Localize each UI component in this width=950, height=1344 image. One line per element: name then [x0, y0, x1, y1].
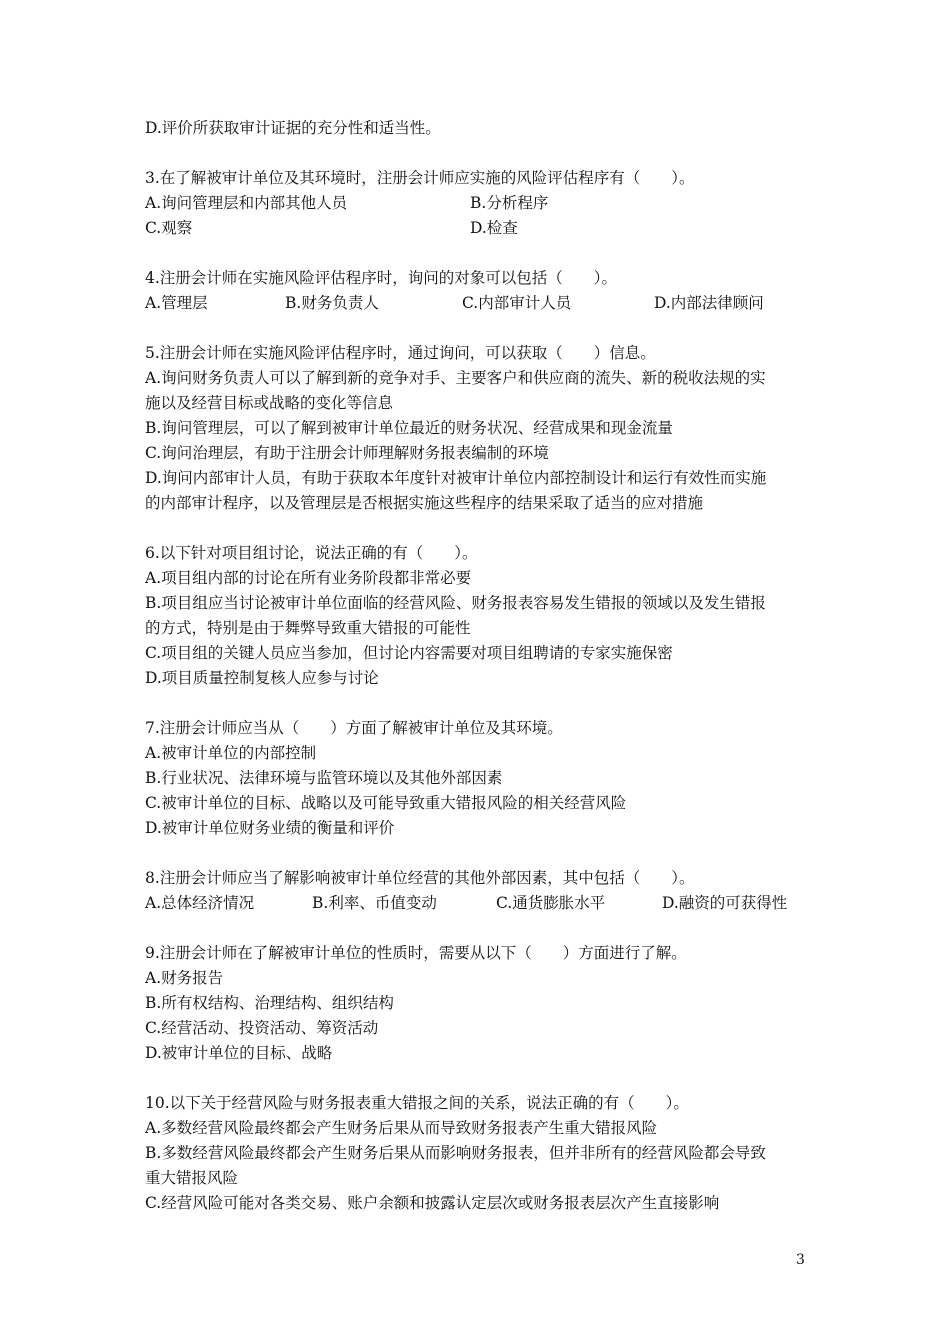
q6-option-c: C.项目组的关键人员应当参加，但讨论内容需要对项目组聘请的专家实施保密 — [145, 644, 673, 662]
q8-option-c: C.通货膨胀水平 — [496, 894, 606, 912]
q10-option-b: B.多数经营风险最终都会产生财务后果从而影响财务报表，但并非所有的经营风险都会导致 — [145, 1144, 766, 1162]
q8-stem: 8.注册会计师应当了解影响被审计单位经营的其他外部因素，其中包括（ ）。 — [145, 869, 695, 887]
q5-option-c: C.询问治理层，有助于注册会计师理解财务报表编制的环境 — [145, 444, 549, 462]
question-list — [145, 116, 815, 1216]
q10-option-b-cont: 重大错报风险 — [145, 1169, 239, 1187]
q3-option-c: C.观察 — [145, 219, 193, 237]
q8-options-row — [145, 891, 815, 916]
spacer — [145, 141, 815, 166]
q2-option-d: D.评价所获取审计证据的充分性和适当性。 — [145, 119, 441, 137]
q7-option-c: C.被审计单位的目标、战略以及可能导致重大错报风险的相关经营风险 — [145, 794, 627, 812]
q6-option-b: B.项目组应当讨论被审计单位面临的经营风险、财务报表容易发生错报的领域以及发生错报 — [145, 594, 766, 612]
q5-stem: 5.注册会计师在实施风险评估程序时，通过询问，可以获取（ ）信息。 — [145, 344, 656, 362]
q9-option-d: D.被审计单位的目标、战略 — [145, 1044, 333, 1062]
q7-option-b: B.行业状况、法律环境与监管环境以及其他外部因素 — [145, 769, 503, 787]
q4-option-d: D.内部法律顾问 — [654, 294, 764, 312]
q4-option-a: A.管理层 — [145, 294, 208, 312]
q3-options-row-1 — [145, 191, 815, 216]
q5-option-a-cont: 施以及经营目标或战略的变化等信息 — [145, 394, 394, 412]
q4-options-row — [145, 291, 815, 316]
spacer — [145, 916, 815, 941]
q5-option-a: A.询问财务负责人可以了解到新的竞争对手、主要客户和供应商的流失、新的税收法规的实 — [145, 369, 766, 387]
q6-option-d: D.项目质量控制复核人应参与讨论 — [145, 669, 379, 687]
q8-option-b: B.利率、币值变动 — [312, 894, 437, 912]
q4-option-b: B.财务负责人 — [285, 294, 379, 312]
q9-stem: 9.注册会计师在了解被审计单位的性质时，需要从以下（ ）方面进行了解。 — [145, 944, 687, 962]
q5-option-d-cont: 的内部审计程序，以及管理层是否根据实施这些程序的结果采取了适当的应对措施 — [145, 494, 704, 512]
q3-options-row-2 — [145, 216, 815, 241]
spacer — [145, 316, 815, 341]
spacer — [145, 1066, 815, 1091]
spacer — [145, 241, 815, 266]
q6-option-b-cont: 的方式，特别是由于舞弊导致重大错报的可能性 — [145, 619, 471, 637]
q9-option-b: B.所有权结构、治理结构、组织结构 — [145, 994, 394, 1012]
q4-option-c: C.内部审计人员 — [462, 294, 572, 312]
q3-option-d: D.检查 — [470, 219, 518, 237]
q6-stem: 6.以下针对项目组讨论，说法正确的有（ ）。 — [145, 544, 478, 562]
q10-stem: 10.以下关于经营风险与财务报表重大错报之间的关系，说法正确的有（ ）。 — [145, 1094, 689, 1112]
spacer — [145, 841, 815, 866]
q7-option-a: A.被审计单位的内部控制 — [145, 744, 317, 762]
spacer — [145, 691, 815, 716]
q6-option-a: A.项目组内部的讨论在所有业务阶段都非常必要 — [145, 569, 472, 587]
page-number: 3 — [796, 1252, 805, 1268]
q3-option-b: B.分析程序 — [470, 194, 549, 212]
q9-option-c: C.经营活动、投资活动、筹资活动 — [145, 1019, 379, 1037]
q7-stem: 7.注册会计师应当从（ ）方面了解被审计单位及其环境。 — [145, 719, 563, 737]
q8-option-d: D.融资的可获得性 — [662, 894, 788, 912]
q4-stem: 4.注册会计师在实施风险评估程序时，询问的对象可以包括（ ）。 — [145, 269, 618, 287]
q10-option-a: A.多数经营风险最终都会产生财务后果从而导致财务报表产生重大错报风险 — [145, 1119, 658, 1137]
q8-option-a: A.总体经济情况 — [145, 894, 255, 912]
q7-option-d: D.被审计单位财务业绩的衡量和评价 — [145, 819, 395, 837]
q3-stem: 3.在了解被审计单位及其环境时，注册会计师应实施的风险评估程序有（ ）。 — [145, 169, 695, 187]
spacer — [145, 516, 815, 541]
q5-option-b: B.询问管理层，可以了解到被审计单位最近的财务状况、经营成果和现金流量 — [145, 419, 673, 437]
q3-option-a: A.询问管理层和内部其他人员 — [145, 194, 348, 212]
q10-option-c: C.经营风险可能对各类交易、账户余额和披露认定层次或财务报表层次产生直接影响 — [145, 1194, 720, 1212]
q9-option-a: A.财务报告 — [145, 969, 224, 987]
q5-option-d: D.询问内部审计人员，有助于获取本年度针对被审计单位内部控制设计和运行有效性而实施 — [145, 469, 767, 487]
